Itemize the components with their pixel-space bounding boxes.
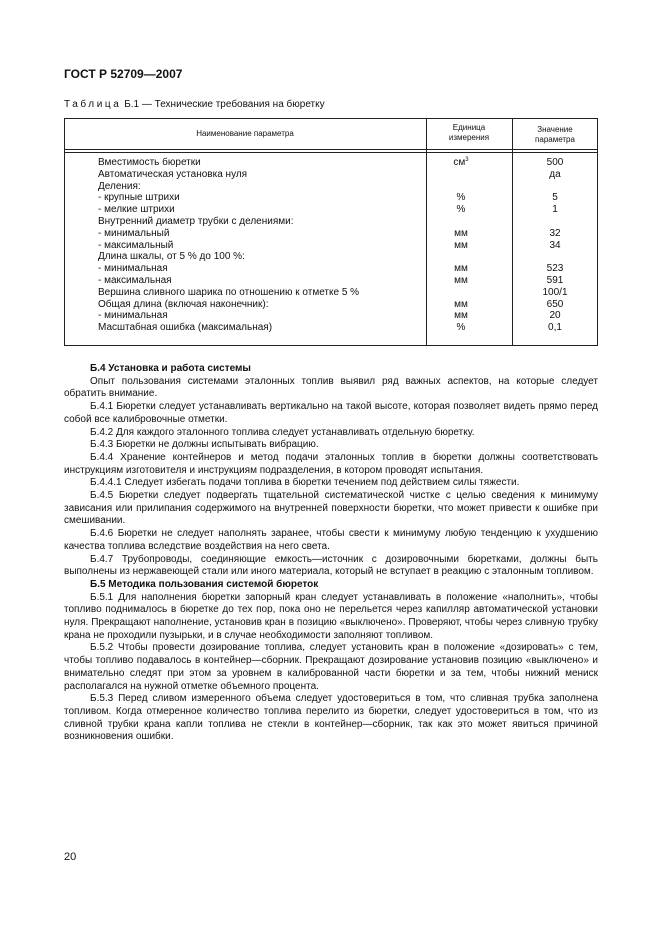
row-parameter: Вершина сливного шарика по отношению к отметке 5 % bbox=[98, 286, 360, 298]
row-parameter: Общая длина (включая наконечник): bbox=[98, 298, 269, 310]
paragraph: Б.4.2 Для каждого эталонного топлива следует устанавливать отдельную бюретку. bbox=[90, 426, 475, 438]
table-row bbox=[64, 251, 598, 263]
row-unit bbox=[426, 192, 496, 204]
paragraph: Б.5.3 Перед сливом измеренного объема следует удостовериться в том, что сливная трубка заполнена топливом. Когда отмеренное количество топлива перелито из бюретки, следует удостовериться в том, что из сливной трубки крана капли топлива не стекли в контейнер—сборник, так как это может явиться причиной возникновения ошибки. bbox=[64, 693, 598, 743]
table-row bbox=[64, 287, 598, 299]
row-parameter: Автоматическая установка нуля bbox=[98, 168, 248, 180]
paragraph: Б.4.3 Бюретки не должны испытывать вибрацию. bbox=[90, 439, 319, 451]
row-unit bbox=[426, 263, 496, 275]
row-unit-text: мм bbox=[454, 298, 468, 310]
row-parameter: - минимальная bbox=[98, 310, 168, 322]
table-row bbox=[64, 192, 598, 204]
row-unit-text: мм bbox=[454, 227, 468, 239]
col-header-unit-line2: измерения bbox=[448, 133, 490, 142]
row-value: да bbox=[549, 168, 561, 180]
table-row bbox=[64, 157, 598, 169]
table-row bbox=[64, 240, 598, 252]
paragraph: Б.5.2 Чтобы провести дозирование топлива, следует установить кран в положение «дозировать» с тем, чтобы топливо подавалось в контейнер—сборник. Прекращают дозирование установив позицию «выключено» и внимательно следят при этом за уровнем в калиброванной части бюретки и за тем, чтобы нижний мениск располагался на нужной отметке объемного процента. bbox=[64, 642, 598, 692]
row-unit-text: см bbox=[453, 157, 466, 168]
col-header-value-line2: параметра bbox=[535, 135, 575, 144]
row-parameter: - минимальный bbox=[98, 227, 170, 239]
section-heading: Б.4 Установка и работа системы bbox=[90, 363, 251, 374]
row-value: 500 bbox=[546, 157, 564, 168]
document-code: ГОСТ Р 52709—2007 bbox=[64, 67, 183, 81]
table-row bbox=[64, 275, 598, 287]
requirements-table bbox=[64, 118, 598, 346]
row-unit-text: мм bbox=[454, 263, 468, 275]
paragraph: Б.4.5 Бюретки следует подвергать тщательной систематической чистке с целью сведения к минимуму зависания или прилипания содержимого на внутренней поверхности бюретки, что может привести к ошибке при смешивании. bbox=[64, 490, 598, 527]
row-parameter: Деления: bbox=[98, 180, 141, 192]
row-unit bbox=[426, 228, 496, 240]
row-unit bbox=[426, 275, 496, 287]
row-parameter: - максимальная bbox=[98, 274, 172, 286]
page-number: 20 bbox=[64, 851, 77, 863]
row-value: 650 bbox=[546, 298, 564, 310]
row-parameter: - крупные штрихи bbox=[98, 192, 180, 204]
table-row bbox=[64, 228, 598, 240]
row-unit-text: % bbox=[456, 204, 466, 216]
table-row bbox=[64, 204, 598, 216]
col-header-value bbox=[512, 125, 598, 145]
table-row bbox=[64, 299, 598, 311]
row-value: 1 bbox=[552, 204, 558, 216]
unit-superscript: 3 bbox=[465, 157, 469, 163]
paragraph: Б.4.4.1 Следует избегать подачи топлива в бюретки течением под действием силы тяжести. bbox=[90, 477, 520, 489]
table-row bbox=[64, 263, 598, 275]
table-caption bbox=[64, 99, 325, 110]
paragraph: Б.4.4 Хранение контейнеров и метод подачи эталонных топлив в бюретки должны соответствовать инструкциям изготовителя и инструкциям подразделения, в котором проводят испытания. bbox=[64, 451, 598, 476]
section-heading: Б.5 Методика пользования системой бюреток bbox=[90, 578, 319, 590]
caption-label: Таблица bbox=[64, 99, 122, 110]
row-value: 523 bbox=[546, 263, 564, 275]
row-unit bbox=[426, 157, 496, 169]
row-unit bbox=[426, 240, 496, 252]
paragraph: Б.5.1 Для наполнения бюретки запорный кран следует устанавливать в положение «наполнить», чтобы топливо поднималось в бюретке до тех пор, пока оно не перельется через капилляр автоматической установки нуля. Прекращают наполнение, установив кран в позицию «выключено». Проверяют, чтобы через сливную трубку крана не проходили пузырьки, и в случае необходимости заполняют топливом. bbox=[64, 591, 598, 641]
col-header-value-line1: Значение bbox=[537, 125, 573, 134]
row-unit-text: % bbox=[456, 192, 466, 204]
row-unit bbox=[426, 310, 496, 322]
table-row bbox=[64, 310, 598, 322]
paragraph: Б.4.1 Бюретки следует устанавливать вертикально на такой высоте, которая позволяет видеть прямо перед собой все калибровочные отметки. bbox=[64, 401, 598, 425]
table-body bbox=[64, 157, 598, 334]
table-row bbox=[64, 216, 598, 228]
row-parameter: - минимальная bbox=[98, 263, 168, 275]
row-parameter: Масштабная ошибка (максимальная) bbox=[98, 322, 273, 334]
col-header-unit-line1: Единица bbox=[452, 123, 486, 132]
col-header-parameter: Наименование параметра bbox=[196, 129, 294, 138]
row-parameter: Длина шкалы, от 5 % до 100 %: bbox=[98, 251, 245, 263]
row-value: 32 bbox=[549, 227, 561, 239]
row-unit bbox=[426, 299, 496, 311]
row-value: 100/1 bbox=[542, 286, 568, 298]
table-row bbox=[64, 322, 598, 334]
row-unit-text: мм bbox=[454, 274, 468, 286]
row-value: 591 bbox=[546, 274, 564, 286]
row-unit-text: мм bbox=[454, 310, 468, 322]
row-value: 5 bbox=[552, 192, 558, 204]
row-value: 34 bbox=[549, 239, 561, 251]
caption-title: Б.1 — Технические требования на бюретку bbox=[121, 99, 325, 110]
row-value: 20 bbox=[549, 310, 561, 322]
paragraph: Опыт пользования системами эталонных топлив выявил ряд важных аспектов, на которые следует обратить внимание. bbox=[64, 375, 598, 400]
paragraph: Б.4.7 Трубопроводы, соединяющие емкость—источник с дозировочными бюретками, должны быть выполнены из нержавеющей стали или иного материала, который не вступает в реакцию с эталонным топливом. bbox=[64, 553, 598, 578]
table-row bbox=[64, 181, 598, 193]
document-body bbox=[64, 363, 598, 744]
table-row bbox=[64, 169, 598, 181]
row-value: 0,1 bbox=[548, 322, 562, 334]
col-header-unit bbox=[426, 123, 512, 143]
row-parameter: - максимальный bbox=[98, 239, 174, 251]
row-unit bbox=[426, 204, 496, 216]
row-unit-text: % bbox=[456, 322, 466, 334]
row-unit bbox=[426, 322, 496, 334]
row-parameter: Внутренний диаметр трубки с делениями: bbox=[98, 215, 294, 227]
row-unit-text: мм bbox=[454, 239, 468, 251]
row-parameter: Вместимость бюретки bbox=[98, 157, 201, 168]
paragraph: Б.4.6 Бюретки не следует наполнять заранее, чтобы свести к минимуму любую тенденцию к ухудшению качества топлива вследствие воздействия на него света. bbox=[64, 528, 598, 552]
row-parameter: - мелкие штрихи bbox=[98, 204, 175, 216]
